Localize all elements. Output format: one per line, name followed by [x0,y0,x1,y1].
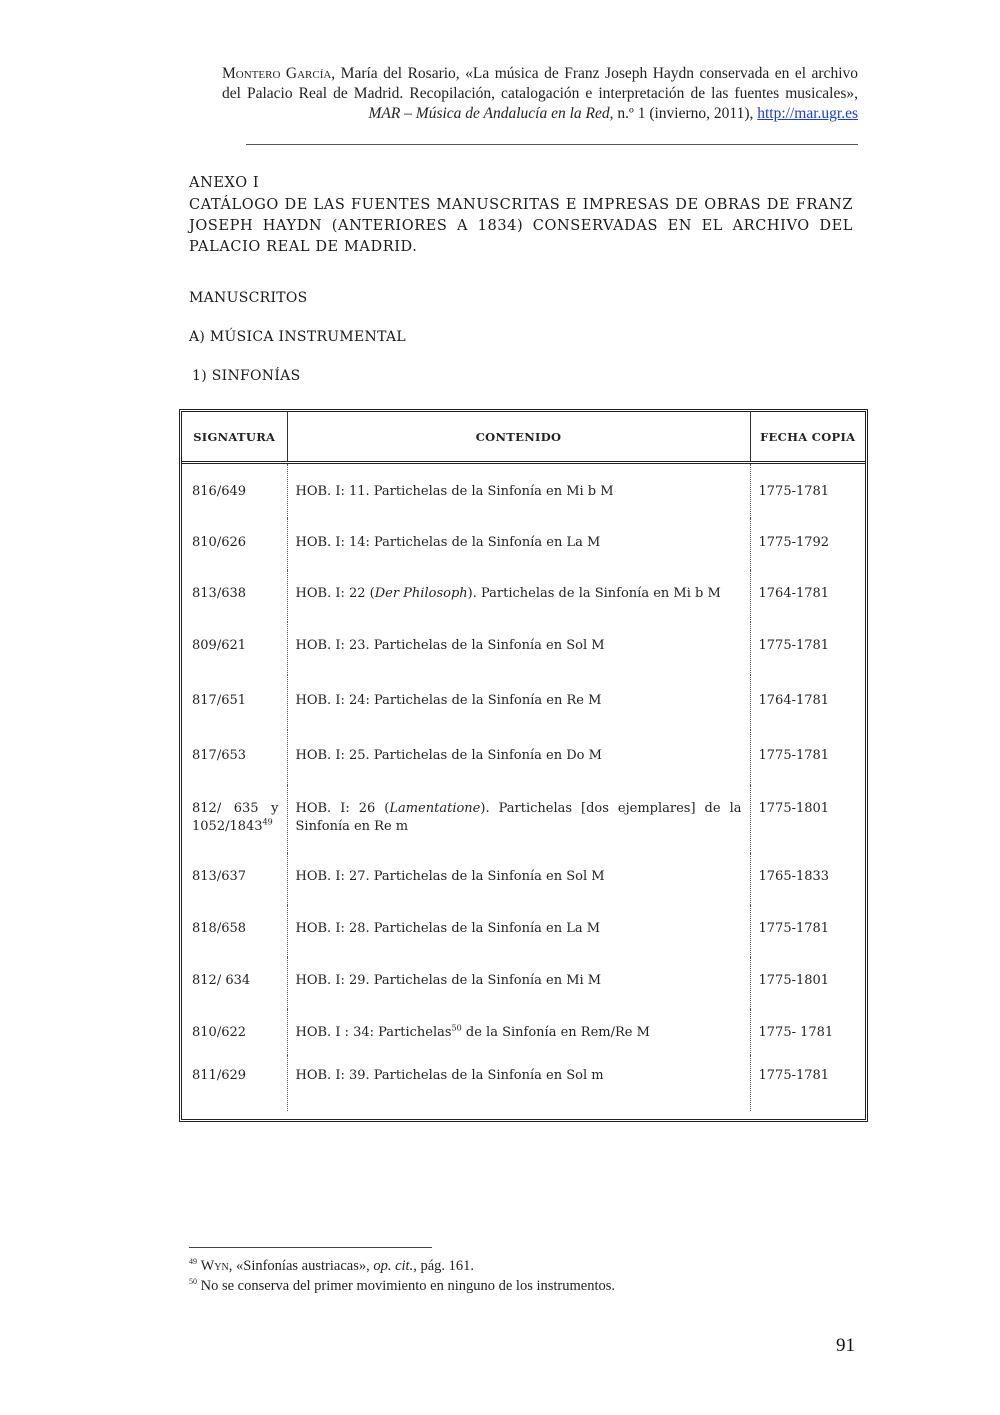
table-row [182,518,865,570]
footnote-number: 50 [189,1277,197,1287]
cell-signatura: 810/626 [182,518,287,570]
cell-signatura: 812/ 634 [182,957,287,1009]
cell-signatura: 810/622 [182,1009,287,1055]
cell-fecha: 1775-1801 [758,972,830,988]
footnote-49 [189,1258,474,1275]
cell-signatura: 816/649 [182,463,287,518]
footnote-text: No se conserva del primer movimiento en ninguno de los instrumentos. [200,1278,616,1294]
work-title: Der Philosoph [374,585,468,601]
anexo-title: CATÁLOGO DE LAS FUENTES MANUSCRITAS E IMPRESAS DE OBRAS DE FRANZ JOSEPH HAYDN (ANTERIORES A 1834) CONSERVADAS EN EL ARCHIVO DEL PALACIO REAL DE MADRID. [189,197,853,255]
contenido-text: ). Partichelas de la Sinfonía en Mi b M [467,585,721,601]
footnote-divider [189,1247,432,1248]
anexo-label: ANEXO I [189,175,260,191]
header-link[interactable]: http://mar.ugr.es [757,105,858,122]
cell-fecha: 1775-1781 [758,1067,830,1083]
cell-contenido: HOB. I: 14: Partichelas de la Sinfonía en La M [287,518,750,570]
cell-signatura: 817/651 [182,675,287,730]
table-row [182,957,865,1009]
table-row [182,675,865,730]
cell-signatura: 818/658 [182,905,287,957]
table-header-row [182,412,865,463]
table-row [182,730,865,785]
cell-contenido [287,785,750,853]
cell-contenido [287,570,750,622]
catalogue-table [179,409,868,1122]
cell-signatura: 817/653 [182,730,287,785]
cell-signatura: 809/621 [182,622,287,675]
footnote-italic: op. cit. [373,1258,414,1274]
section-sinfonias: 1) SINFONÍAS [192,368,301,384]
footnote-text: , pág. 161. [413,1258,475,1274]
table-row [182,785,865,853]
cell-fecha: 1775-1781 [758,920,830,936]
table-row [182,570,865,622]
cell-signatura: 811/629 [182,1055,287,1111]
contenido-text: HOB. I: 22 ( [295,585,375,601]
contenido-text: HOB. I: 26 ( [295,800,390,816]
header-journal: MAR – Música de Andalucía en la Red [368,105,610,122]
cell-fecha: 1775-1781 [758,637,830,653]
cell-contenido: HOB. I: 27. Partichelas de la Sinfonía en Sol M [287,853,750,905]
footnote-ref[interactable]: 49 [262,817,273,827]
cell-signatura: 813/638 [182,570,287,622]
cell-fecha: 1775-1792 [758,534,830,550]
contenido-text: ). Partichelas [dos ejemplares] de la Sinfonía en Re m [295,800,742,834]
footnote-number: 49 [189,1257,197,1267]
header-citation: , María del Rosario, «La música de Franz Joseph Haydn conservada en el archivo del Palacio Real de Madrid. Recopilación, catalogación e interpretación de las fuentes musicales», [222,65,858,102]
page-number: 91 [836,1335,855,1356]
cell-contenido: HOB. I: 28. Partichelas de la Sinfonía en La M [287,905,750,957]
header-contenido: CONTENIDO [287,412,750,463]
table-row [182,1055,865,1111]
contenido-text: de la Sinfonía en Rem/Re M [461,1024,650,1040]
cell-fecha: 1764-1781 [758,585,830,601]
signatura-text: 812/ 635 y 1052/1843 [192,800,279,834]
header-divider [246,144,858,145]
footnote-text: , «Sinfonías austriacas», [228,1258,374,1274]
running-header [222,64,858,124]
cell-fecha: 1765-1833 [758,868,830,884]
cell-fecha: 1775-1781 [758,484,830,499]
table-row [182,622,865,675]
section-manuscritos: MANUSCRITOS [189,290,308,306]
cell-signatura [182,785,287,853]
footnote-ref[interactable]: 50 [451,1023,462,1033]
table-row [182,905,865,957]
cell-signatura: 813/637 [182,853,287,905]
header-issue: , n.º 1 (invierno, 2011), [609,105,758,122]
table-row [182,853,865,905]
table-row [182,1009,865,1055]
cell-contenido [287,1009,750,1055]
cell-contenido: HOB. I: 25. Partichelas de la Sinfonía en Do M [287,730,750,785]
table-row [182,463,865,518]
footnote-50 [189,1278,615,1295]
footnote-author: Wyn [200,1258,229,1274]
cell-fecha: 1775- 1781 [758,1024,834,1040]
section-musica-instrumental: A) MÚSICA INSTRUMENTAL [189,329,406,345]
cell-fecha: 1775-1801 [758,800,830,816]
cell-contenido: HOB. I: 11. Partichelas de la Sinfonía en Mi b M [287,463,750,518]
cell-contenido: HOB. I: 39. Partichelas de la Sinfonía en Sol m [287,1055,750,1111]
contenido-text: HOB. I : 34: Partichelas [295,1024,452,1040]
header-fecha: FECHA COPIA [750,412,865,463]
cell-contenido: HOB. I: 23. Partichelas de la Sinfonía en Sol M [287,622,750,675]
cell-fecha: 1764-1781 [758,692,830,708]
cell-contenido: HOB. I: 29. Partichelas de la Sinfonía en Mi M [287,957,750,1009]
work-title: Lamentatione [389,800,481,816]
header-signatura: SIGNATURA [182,412,287,463]
header-author: Montero García [222,65,332,82]
cell-contenido: HOB. I: 24: Partichelas de la Sinfonía en Re M [287,675,750,730]
cell-fecha: 1775-1781 [758,747,830,763]
